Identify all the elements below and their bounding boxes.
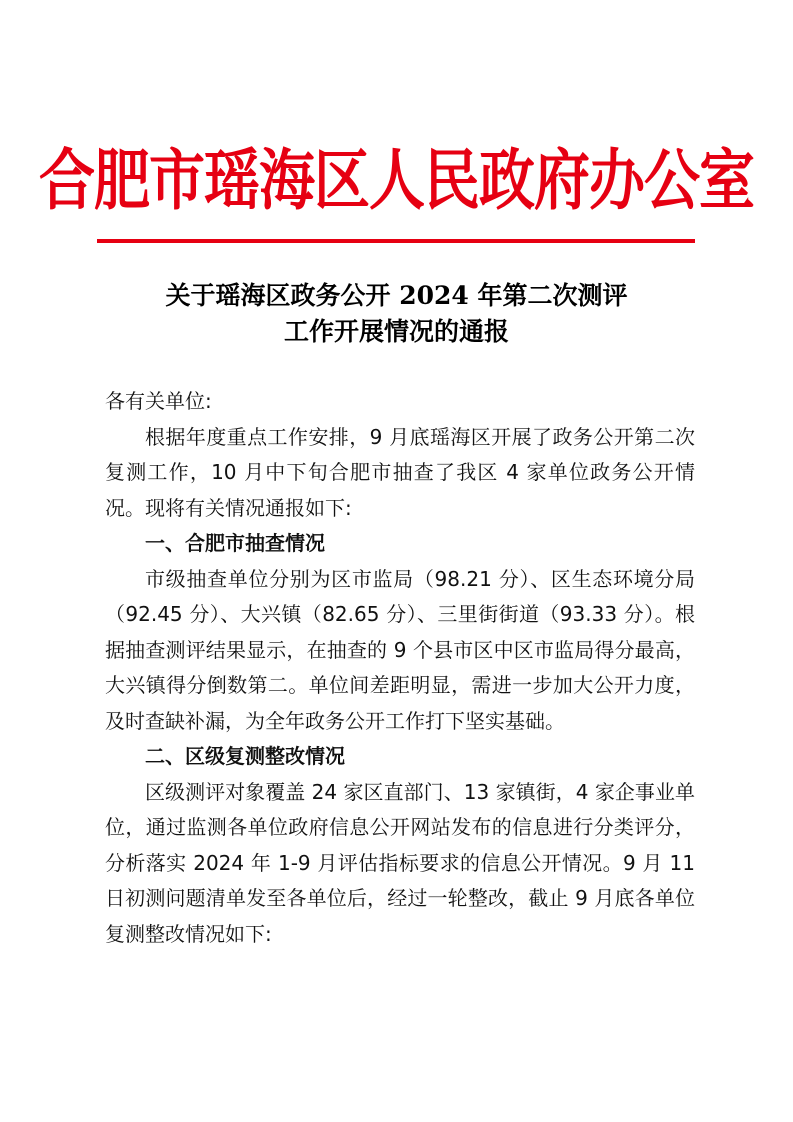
issuer-masthead: 合肥市瑶海区人民政府办公室 <box>39 141 754 220</box>
red-divider-line <box>97 239 695 243</box>
section-1-heading: 一、合肥市抽查情况 <box>145 531 325 555</box>
document-title <box>0 278 793 350</box>
section-1-paragraph: 市级抽查单位分别为区市监局（98.21 分）、区生态环境分局（92.45 分）、大兴镇（82.65 分）、三里街街道（93.33 分）。根据抽查测评结果显示，在抽查的 9 个县市区中区市监局得分最高，大兴镇得分倒数第二。单位间差距明显，需进一步加大公开力度，及时查缺补漏，为全年政务公开工作打下坚实基础。 <box>105 566 695 733</box>
section-2-heading: 二、区级复测整改情况 <box>145 744 345 768</box>
document-body <box>105 384 695 952</box>
document-title-line-1: 关于瑶海区政务公开 2024 年第二次测评 <box>165 281 628 310</box>
document-title-line-2: 工作开展情况的通报 <box>283 317 509 346</box>
section-2-paragraph: 区级测评对象覆盖 24 家区直部门、13 家镇街，4 家企事业单位，通过监测各单位政府信息公开网站发布的信息进行分类评分，分析落实 2024 年 1-9 月评估指标要求的信息公开情况。9 月 11 日初测问题清单发至各单位后，经过一轮整改，截止 9 月底各单位复测整改情况如下: <box>105 779 695 946</box>
intro-paragraph: 根据年度重点工作安排，9 月底瑶海区开展了政务公开第二次复测工作，10 月中下旬合肥市抽查了我区 4 家单位政务公开情况。现将有关情况通报如下: <box>105 424 695 520</box>
salutation: 各有关单位: <box>105 389 212 413</box>
